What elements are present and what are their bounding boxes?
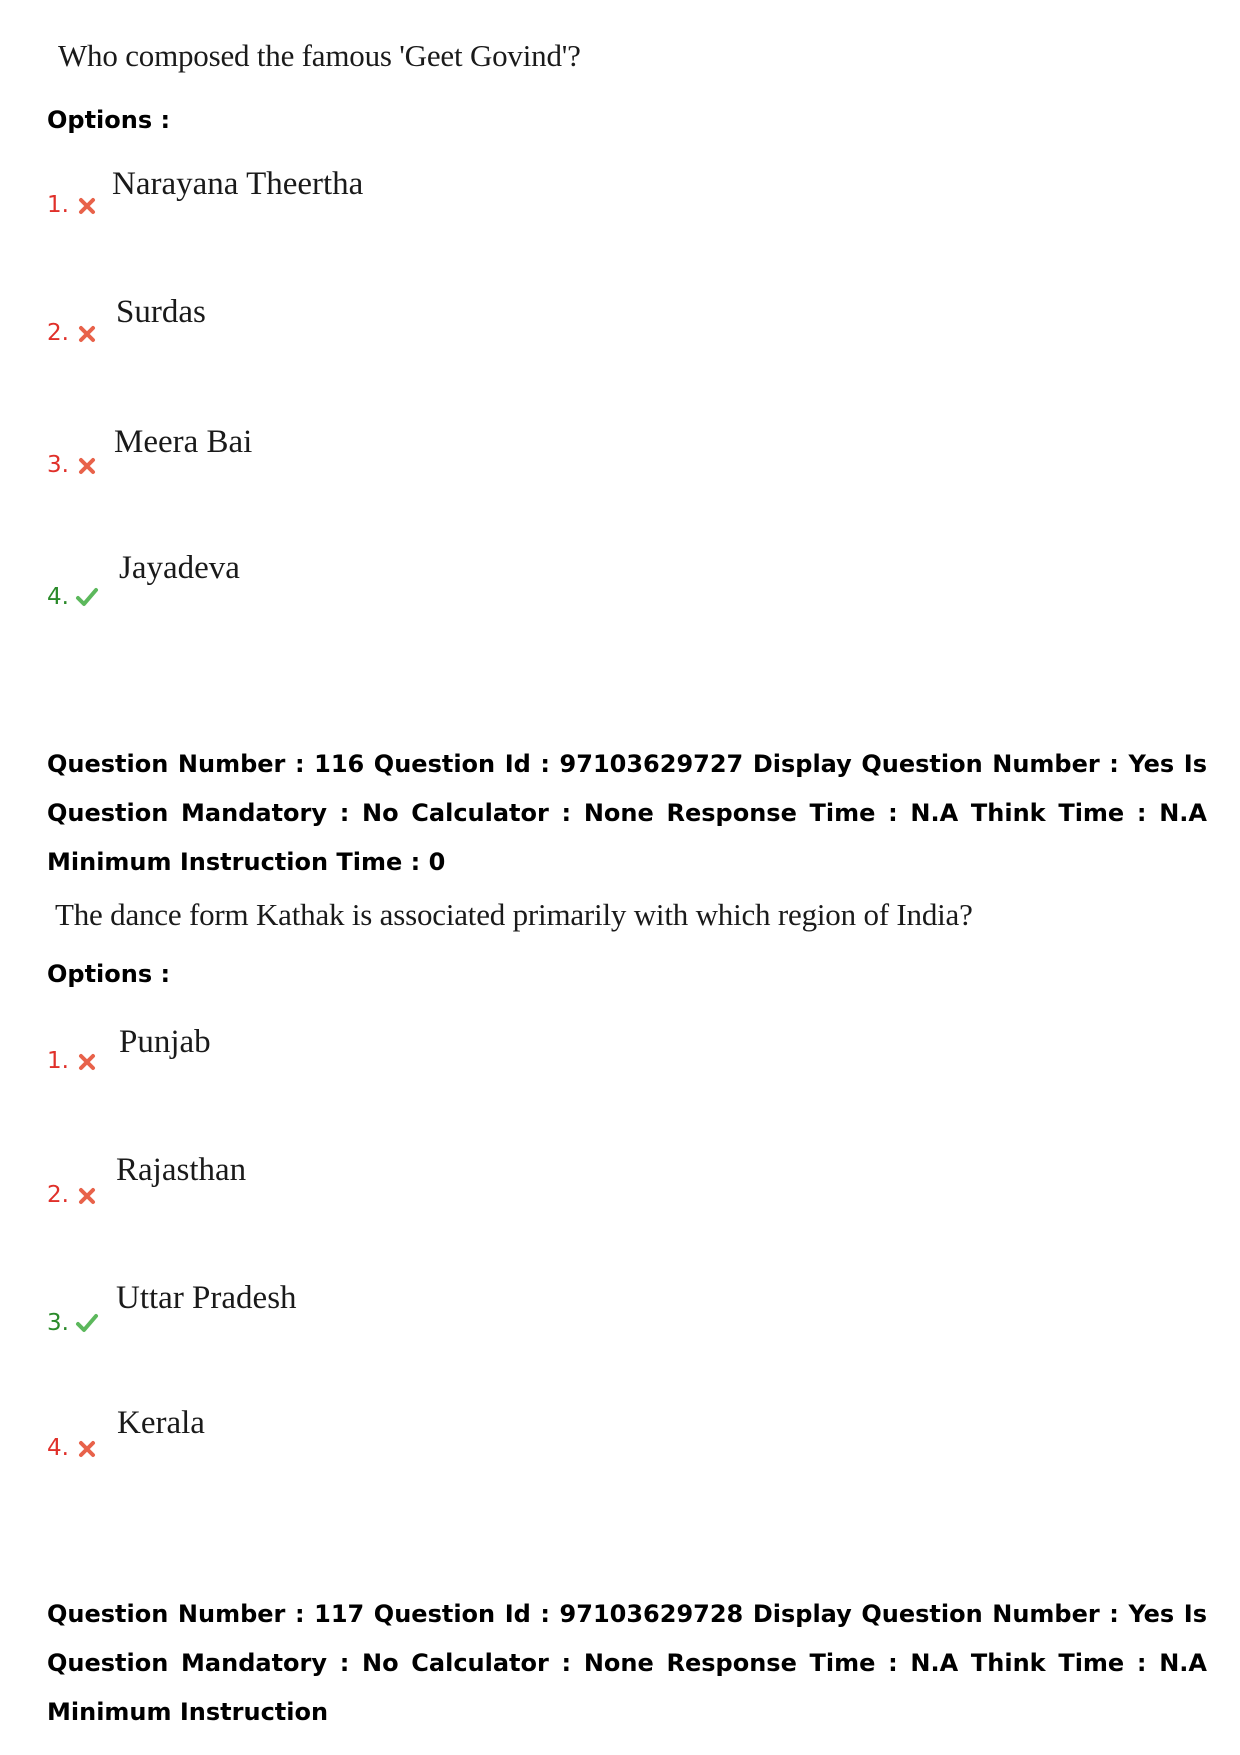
cross-mark-icon [77, 1052, 97, 1072]
check-mark-icon [75, 1312, 99, 1334]
option-text: Narayana Theertha [112, 166, 364, 202]
option-number: 2. [47, 320, 69, 346]
option-text: Punjab [119, 1024, 211, 1060]
option-number: 3. [47, 452, 69, 478]
option-text: Kerala [117, 1405, 205, 1441]
option-number: 4. [47, 584, 69, 610]
cross-mark-icon [77, 1186, 97, 1206]
question-meta: Question Number : 116 Question Id : 97103629727 Display Question Number : Yes Is Question Mandatory : No Calculator : None Response Time : N.A Think Time : N.A Minimum Instruction Time : 0 [47, 750, 1207, 876]
option-number: 4. [47, 1435, 69, 1461]
option-text: Surdas [116, 294, 206, 330]
check-mark-icon [75, 586, 99, 608]
question-text: Who composed the famous 'Geet Govind'? [58, 38, 581, 73]
option-number: 1. [47, 192, 69, 218]
option-number: 1. [47, 1048, 69, 1074]
option-text: Meera Bai [114, 424, 253, 460]
cross-mark-icon [77, 1439, 97, 1459]
cross-mark-icon [77, 196, 97, 216]
options-label: Options : [47, 106, 171, 134]
options-label: Options : [47, 960, 171, 988]
option-number: 3. [47, 1310, 69, 1336]
option-number: 2. [47, 1182, 69, 1208]
option-text: Rajasthan [116, 1152, 247, 1188]
question-meta: Question Number : 117 Question Id : 97103629728 Display Question Number : Yes Is Question Mandatory : No Calculator : None Response Time : N.A Think Time : N.A Minimum Instruction [47, 1600, 1207, 1726]
cross-mark-icon [77, 324, 97, 344]
option-text: Uttar Pradesh [116, 1280, 297, 1316]
cross-mark-icon [77, 456, 97, 476]
question-text: The dance form Kathak is associated primarily with which region of India? [55, 897, 973, 932]
option-text: Jayadeva [119, 550, 240, 586]
